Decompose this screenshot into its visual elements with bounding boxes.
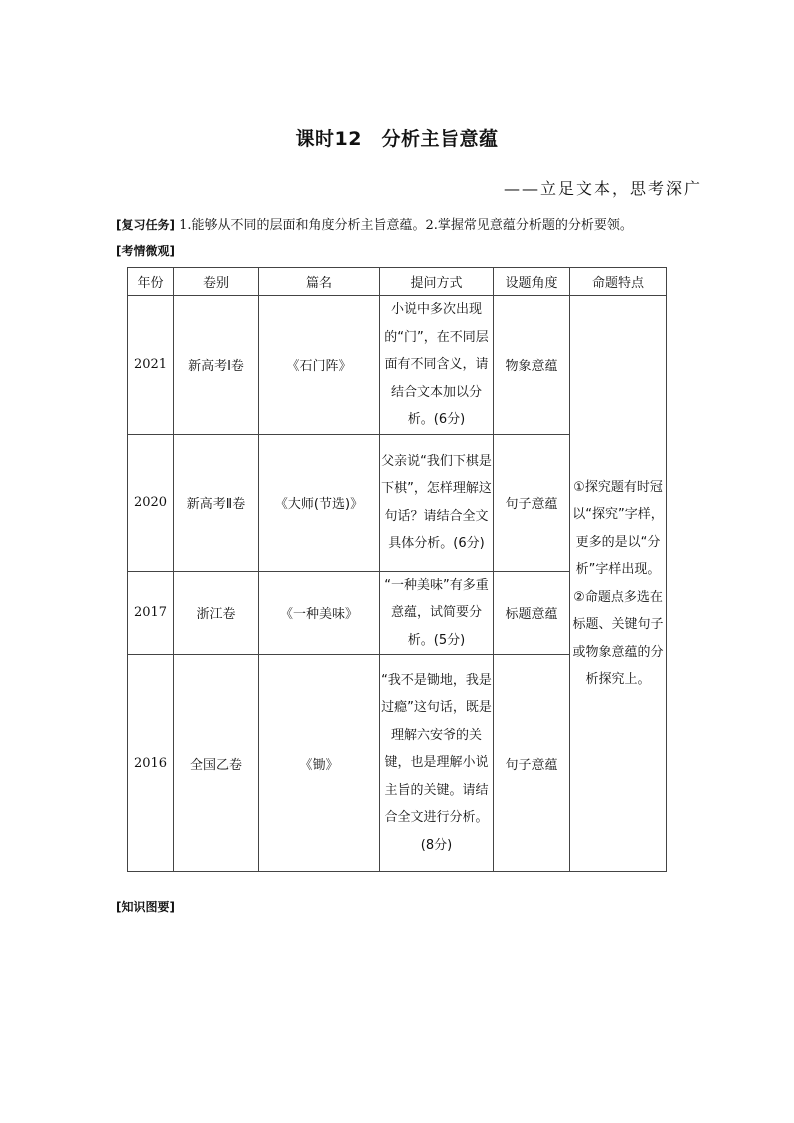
cell-paper: 新高考Ⅱ卷 xyxy=(174,434,259,571)
cell-year: 2021 xyxy=(128,296,174,435)
table-row xyxy=(128,296,667,435)
cell-year: 2016 xyxy=(128,655,174,872)
header-angle: 设题角度 xyxy=(494,268,570,296)
cell-question: “我不是锄地，我是过瘾”这句话，既是理解六安爷的关键，也是理解小说主旨的关键。请结合全文进行分析。(8分) xyxy=(380,655,494,872)
cell-paper: 新高考Ⅰ卷 xyxy=(174,296,259,435)
cell-angle: 物象意蕴 xyxy=(494,296,570,435)
cell-paper: 全国乙卷 xyxy=(174,655,259,872)
header-paper: 卷别 xyxy=(174,268,259,296)
exam-overview-table xyxy=(127,267,667,872)
cell-title: 《一种美味》 xyxy=(259,571,380,655)
header-feature: 命题特点 xyxy=(570,268,667,296)
header-year: 年份 xyxy=(128,268,174,296)
cell-question: 小说中多次出现的“门”，在不同层面有不同含义，请结合文本加以分析。(6分) xyxy=(380,296,494,435)
cell-title: 《锄》 xyxy=(259,655,380,872)
table-header-row xyxy=(128,268,667,296)
cell-year: 2020 xyxy=(128,434,174,571)
cell-title: 《大师(节选)》 xyxy=(259,434,380,571)
cell-feature: ①探究题有时冠以“探究”字样，更多的是以“分析”字样出现。②命题点多选在标题、关键句子或物象意蕴的分析探究上。 xyxy=(570,296,667,872)
knowledge-map-tag: [知识图要] xyxy=(116,900,175,914)
review-tasks xyxy=(116,214,716,233)
cell-question: “一种美味”有多重意蕴，试简要分析。(5分) xyxy=(380,571,494,655)
cell-paper: 浙江卷 xyxy=(174,571,259,655)
page-title: 课时12 分析主旨意蕴 xyxy=(295,128,499,150)
header-question: 提问方式 xyxy=(380,268,494,296)
cell-question: 父亲说“我们下棋是下棋”，怎样理解这句话？请结合全文具体分析。(6分) xyxy=(380,434,494,571)
page-subtitle: ——立足文本，思考深广 xyxy=(503,179,702,198)
cell-angle: 句子意蕴 xyxy=(494,655,570,872)
cell-title: 《石门阵》 xyxy=(259,296,380,435)
review-tasks-tag: [复习任务] xyxy=(116,218,175,232)
review-tasks-text: 1.能够从不同的层面和角度分析主旨意蕴。2.掌握常见意蕴分析题的分析要领。 xyxy=(174,218,633,233)
header-title: 篇名 xyxy=(259,268,380,296)
exam-overview-tag: [考情微观] xyxy=(116,244,175,258)
cell-angle: 标题意蕴 xyxy=(494,571,570,655)
cell-angle: 句子意蕴 xyxy=(494,434,570,571)
cell-year: 2017 xyxy=(128,571,174,655)
